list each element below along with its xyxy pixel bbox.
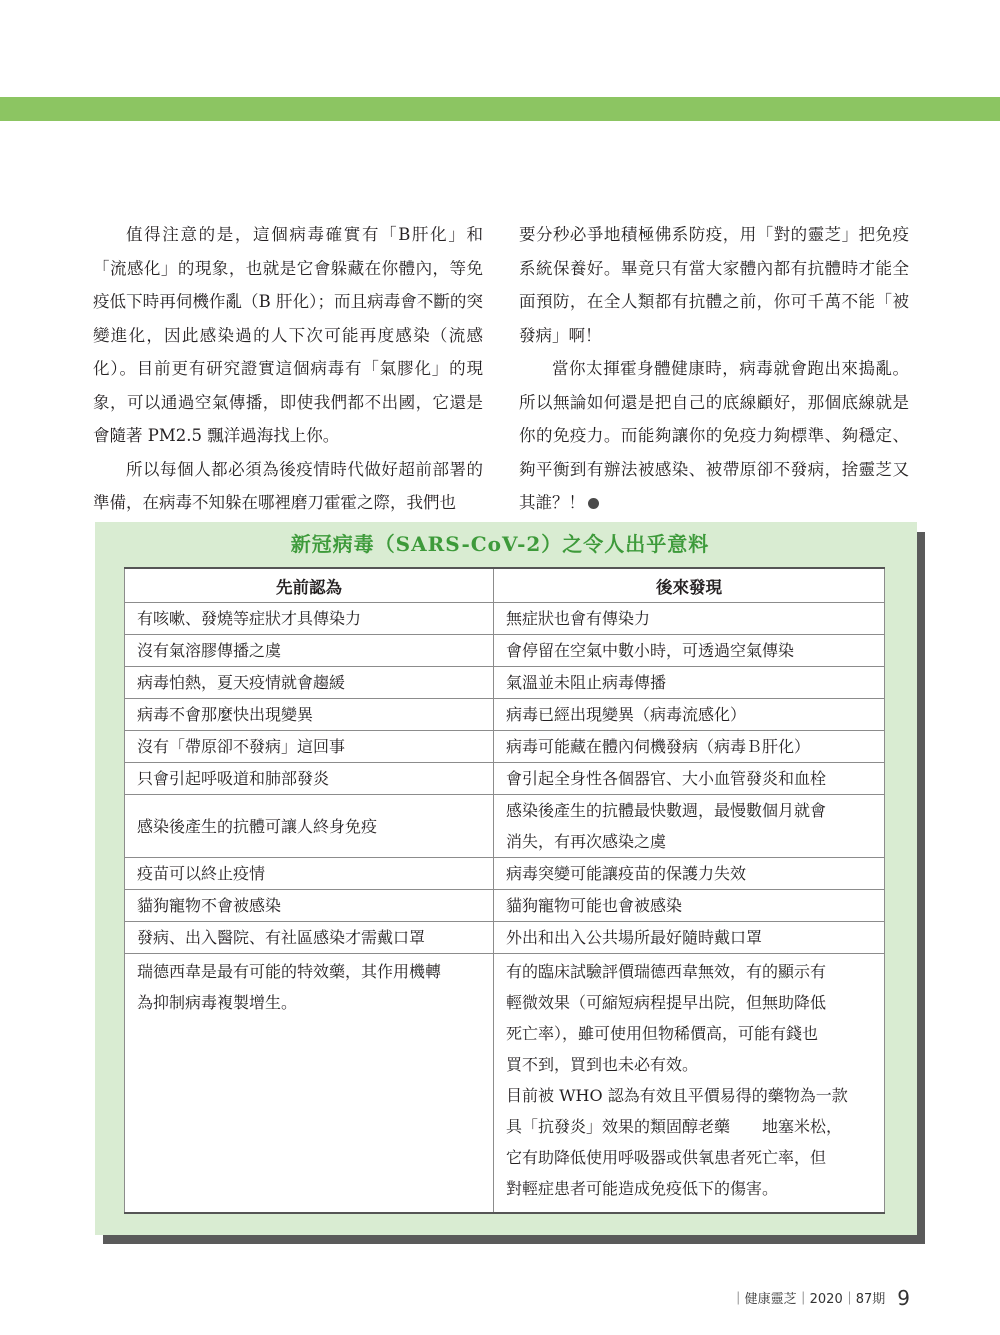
- article-left-column: [93, 218, 483, 520]
- closing-paragraph-text: 當你太揮霍身體健康時，病毒就會跑出來搗亂。所以無論如何還是把自己的底線顧好，那個底線就是你的免疫力。而能夠讓你的免疫力夠標準、夠穩定、夠平衡到有辦法被感染、被帶原卻不發病，捨靈芝又其誰？！: [519, 359, 909, 512]
- cell-text: 外出和出入公共場所最好隨時戴口罩: [506, 928, 763, 947]
- cell-text: 具「抗發炎」效果的類固醇老藥 地塞米松，: [506, 1117, 843, 1136]
- column-header: 後來發現: [494, 568, 885, 603]
- cell-text: 輕微效果（可縮短病程提早出院，但無助降低: [506, 993, 827, 1012]
- cell-text: 只會引起呼吸道和肺部發炎: [137, 769, 330, 788]
- cell-after: [494, 667, 885, 699]
- cell-text: 為抑制病毒複製增生。: [137, 993, 298, 1012]
- page-number: 9: [897, 1286, 910, 1310]
- cell-before: [125, 603, 494, 635]
- cell-text: 對輕症患者可能造成免疫低下的傷害。: [506, 1179, 779, 1198]
- cell-after: [494, 731, 885, 763]
- sidebar-box-title: 新冠病毒（SARS-CoV-2）之令人出乎意料: [290, 532, 710, 556]
- cell-before: [125, 667, 494, 699]
- cell-text: 病毒已經出現變異（病毒流感化）: [506, 705, 747, 724]
- article-right-column: [519, 218, 909, 520]
- cell-text: 瑞德西韋是最有可能的特效藥，其作用機轉: [137, 962, 442, 981]
- cell-text: 會引起全身性各個器官、大小血管發炎和血栓: [506, 769, 827, 788]
- page-footer: [732, 1286, 910, 1310]
- cell-text: 病毒突變可能讓疫苗的保護力失效: [506, 864, 747, 883]
- table-row: [125, 699, 885, 731]
- cell-text: 沒有氣溶膠傳播之虞: [137, 641, 282, 660]
- cell-text: 沒有「帶原卻不發病」這回事: [137, 737, 346, 756]
- table-row: [125, 667, 885, 699]
- comparison-table: [124, 567, 885, 1214]
- cell-after: [494, 954, 885, 1214]
- cell-text: 買不到，買到也未必有效。: [506, 1055, 699, 1074]
- column-header: 先前認為: [125, 568, 494, 603]
- cell-after: [494, 763, 885, 795]
- cell-text: 無症狀也會有傳染力: [506, 609, 651, 628]
- table-row: [125, 731, 885, 763]
- cell-text: 目前被 WHO 認為有效且平價易得的藥物為一款: [506, 1086, 848, 1105]
- paragraph-continuation: 要分秒必爭地積極佛系防疫，用「對的靈芝」把免疫系統保養好。畢竟只有當大家體內都有抗體時才能全面預防，在全人類都有抗體之前，你可千萬不能「被發病」啊！: [519, 225, 909, 345]
- cell-before: [125, 699, 494, 731]
- cell-text: 疫苗可以終止疫情: [137, 864, 266, 883]
- cell-text: 發病、出入醫院、有社區感染才需戴口罩: [137, 928, 426, 947]
- cell-before: [125, 954, 494, 1214]
- cell-before: [125, 635, 494, 667]
- cell-text: 病毒可能藏在體內伺機發病（病毒Ｂ肝化）: [506, 737, 811, 756]
- table-row: [125, 603, 885, 635]
- cell-text: 它有助降低使用呼吸器或供氧患者死亡率，但: [506, 1148, 827, 1167]
- cell-text: 死亡率），雖可使用但物稀價高，可能有錢也: [506, 1024, 819, 1043]
- cell-before: [125, 922, 494, 954]
- cell-after: [494, 858, 885, 890]
- table-row: [125, 954, 885, 1214]
- paragraph: [519, 352, 909, 520]
- cell-text: 病毒怕熱，夏天疫情就會趨緩: [137, 673, 346, 692]
- table-row: [125, 795, 885, 858]
- cell-after: [494, 922, 885, 954]
- paragraph: 所以每個人都必須為後疫情時代做好超前部署的準備，在病毒不知躲在哪裡磨刀霍霍之際，我們也: [93, 459, 483, 512]
- table-row: [125, 890, 885, 922]
- cell-text: 病毒不會那麼快出現變異: [137, 705, 314, 724]
- cell-text: 感染後產生的抗體可讓人終身免疫: [137, 816, 378, 836]
- table-row: [125, 635, 885, 667]
- end-mark-icon: [588, 498, 599, 509]
- header-band: [0, 97, 1000, 121]
- cell-text: 感染後產生的抗體最快數週，最慢數個月就會: [506, 801, 827, 820]
- cell-text: 貓狗寵物不會被感染: [137, 896, 282, 915]
- paragraph: 值得注意的是，這個病毒確實有「B肝化」和「流感化」的現象，也就是它會躲藏在你體內，等免疫低下時再伺機作亂（B 肝化）；而且病毒會不斷的突變進化，因此感染過的人下次可能再度感染（流感化）。目前更有研究證實這個病毒有「氣膠化」的現象，可以通過空氣傳播，即使我們都不出國，它還是會隨著 PM2.5 飄洋過海找上你。: [93, 225, 483, 445]
- cell-text: 有咳嗽、發燒等症狀才具傳染力: [137, 609, 362, 628]
- cell-text: 會停留在空氣中數小時，可透過空氣傳染: [506, 641, 795, 660]
- table-header-row: [125, 568, 885, 603]
- cell-text: 貓狗寵物可能也會被感染: [506, 896, 683, 915]
- cell-text: 消失，有再次感染之虞: [506, 832, 667, 851]
- cell-after: [494, 795, 885, 858]
- cell-text: 有的臨床試驗評價瑞德西韋無效，有的顯示有: [506, 962, 827, 981]
- cell-after: [494, 890, 885, 922]
- cell-text: 氣溫並未阻止病毒傳播: [506, 673, 667, 692]
- footer-publication: ｜健康靈芝｜2020｜87期: [731, 1292, 886, 1307]
- table-body: [125, 603, 885, 1214]
- table-row: [125, 922, 885, 954]
- cell-before: [125, 795, 494, 858]
- cell-before: [125, 763, 494, 795]
- cell-after: [494, 603, 885, 635]
- cell-after: [494, 699, 885, 731]
- table-row: [125, 858, 885, 890]
- cell-before: [125, 890, 494, 922]
- cell-before: [125, 731, 494, 763]
- table-row: [125, 763, 885, 795]
- cell-after: [494, 635, 885, 667]
- cell-before: [125, 858, 494, 890]
